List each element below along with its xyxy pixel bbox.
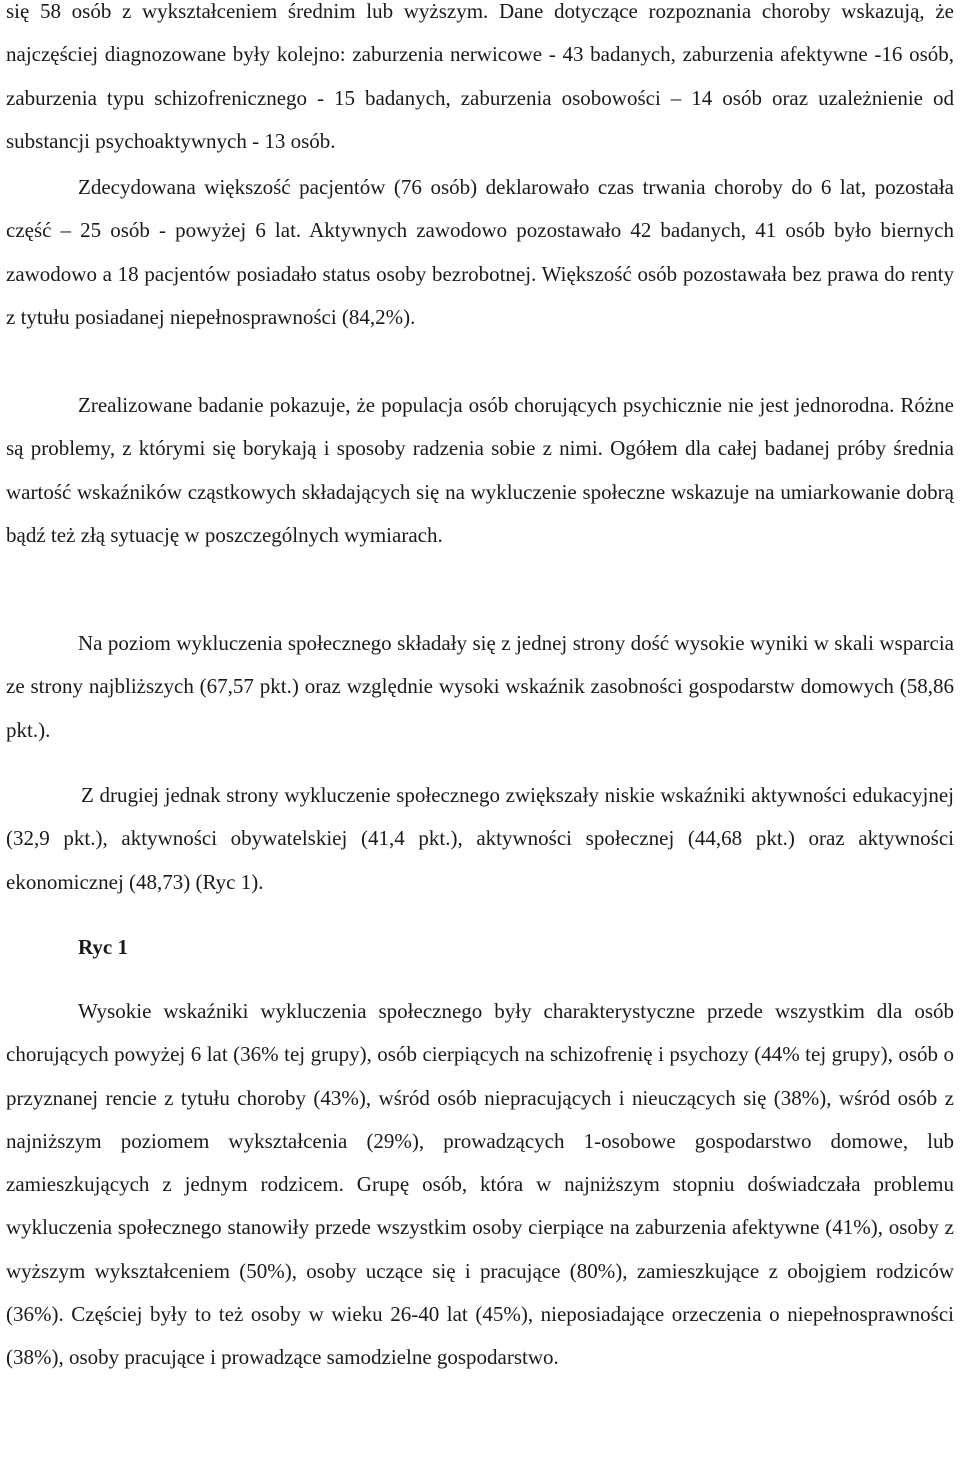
paragraph-diagnosis: się 58 osób z wykształceniem średnim lub wyższym. Dane dotyczące rozpoznania choroby wskazują, że najczęściej diagnozowane były kolejno: zaburzenia nerwicowe - 43 badanych, zaburzenia afektywne -16 osób, zaburzenia typu schizofrenicznego - 15 badanych, zaburzenia osobowości – 14 osób oraz uzależnienie od substancji psychoaktywnych - 13 osób. <box>6 0 954 153</box>
paragraph-high-exclusion: Wysokie wskaźniki wykluczenia społecznego były charakterystyczne przede wszystkim dla osób chorujących powyżej 6 lat (36% tej grupy), osób cierpiących na schizofrenię i psychozy (44% tej grupy), osób o przyznanej rencie z tytułu choroby (43%), wśród osób niepracujących i nieuczących się (38%), wśród osób z najniższym poziomem wykształcenia (29%), prowadzących 1-osobowe gospodarstwo domowe, lub zamieszkujących z jednym rodzicem. Grupę osób, która w najniższym stopniu doświadczała problemu wykluczenia społecznego stanowiły przede wszystkim osoby cierpiące na zaburzenia afektywne (41%), osoby z wyższym wykształceniem (50%), osoby uczące się i pracujące (80%), zamieszkujące z obojgiem rodziców (36%). Częściej były to też osoby w wieku 26-40 lat (45%), nieposiadające orzeczenia o niepełnosprawności (38%), osoby pracujące i prowadzące samodzielne gospodarstwo. <box>6 999 954 1370</box>
paragraph-low-indicators: Z drugiej jednak strony wykluczenie społecznego zwiększały niskie wskaźniki aktywności edukacyjnej (32,9 pkt.), aktywności obywatelskiej (41,4 pkt.), aktywności społecznej (44,68 pkt.) oraz aktywności ekonomicznej (48,73) (Ryc 1). <box>6 783 954 894</box>
figure-heading: Ryc 1 <box>78 935 128 959</box>
paragraph-illness-duration: Zdecydowana większość pacjentów (76 osób) deklarowało czas trwania choroby do 6 lat, pozostała część – 25 osób - powyżej 6 lat. Aktywnych zawodowo pozostawało 42 badanych, 41 osób było biernych zawodowo a 18 pacjentów posiadało status osoby bezrobotnej. Większość osób pozostawała bez prawa do renty z tytułu posiadanej niepełnosprawności (84,2%). <box>6 175 954 329</box>
paragraph-study-results: Zrealizowane badanie pokazuje, że populacja osób chorujących psychicznie nie jest jednorodna. Różne są problemy, z którymi się borykają i sposoby radzenia sobie z nimi. Ogółem dla całej badanej próby średnia wartość wskaźników cząstkowych składających się na wykluczenie społeczne wskazuje na umiarkowanie dobrą bądź też złą sytuację w poszczególnych wymiarach. <box>6 393 954 547</box>
paragraph-exclusion-level: Na poziom wykluczenia społecznego składały się z jednej strony dość wysokie wyniki w skali wsparcia ze strony najbliższych (67,57 pkt.) oraz względnie wysoki wskaźnik zasobności gospodarstw domowych (58,86 pkt.). <box>6 631 954 742</box>
